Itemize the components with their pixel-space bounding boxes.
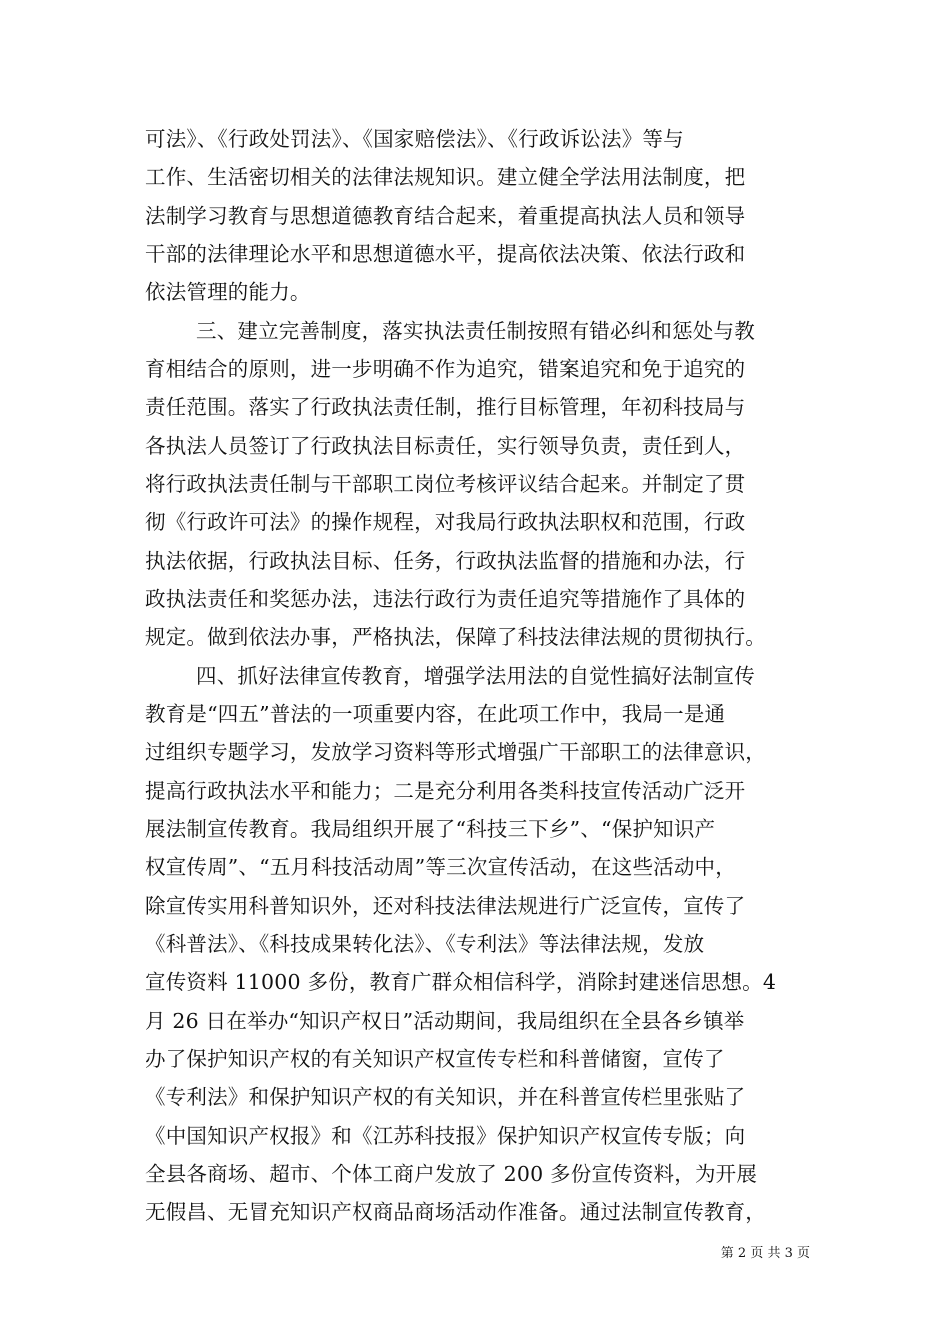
text-line: 全县各商场、超市、个体工商户发放了 200 多份宣传资料，为开展	[145, 1162, 758, 1186]
paragraph-start-line: 四、抓好法律宣传教育，增强学法用法的自觉性搞好法制宣传	[196, 664, 755, 688]
text-line: 提高行政执法水平和能力；二是充分利用各类科技宣传活动广泛开	[145, 779, 746, 803]
text-line: 执法依据，行政执法目标、任务，行政执法监督的措施和办法，行	[145, 549, 746, 573]
text-line: 宣传资料 11000 多份，教育广群众相信科学，消除封建迷信思想。4	[145, 970, 777, 994]
text-line: 彻《行政许可法》的操作规程，对我局行政执法职权和范围，行政	[145, 510, 746, 534]
text-line: 教育是“四五”普法的一项重要内容，在此项工作中，我局一是通	[145, 702, 726, 726]
text-line: 责任范围。落实了行政执法责任制，推行目标管理，年初科技局与	[145, 395, 746, 419]
text-line: 依法管理的能力。	[145, 280, 311, 304]
text-line: 育相结合的原则，进一步明确不作为追究，错案追究和免于追究的	[145, 357, 746, 381]
text-line: 可法》、《行政处罚法》、《国家赔偿法》、《行政诉讼法》等与	[145, 127, 684, 151]
paragraph-start-line: 三、建立完善制度，落实执法责任制按照有错必纠和惩处与教	[196, 319, 755, 343]
text-line: 除宣传实用科普知识外，还对科技法律法规进行广泛宣传，宣传了	[145, 894, 746, 918]
page-number-footer: 第 2 页 共 3 页	[720, 1246, 810, 1261]
text-line: 将行政执法责任制与干部职工岗位考核评议结合起来。并制定了贯	[145, 472, 746, 496]
text-line: 月 26 日在举办“知识产权日”活动期间，我局组织在全县各乡镇举	[145, 1009, 745, 1033]
text-line: 《中国知识产权报》和《江苏科技报》保护知识产权宣传专版；向	[145, 1124, 746, 1148]
text-line: 各执法人员签订了行政执法目标责任，实行领导负责，责任到人，	[145, 434, 746, 458]
text-line: 无假昌、无冒充知识产权商品商场活动作准备。通过法制宣传教育，	[145, 1200, 766, 1224]
text-line: 展法制宣传教育。我局组织开展了“科技三下乡”、“保护知识产	[145, 817, 716, 841]
text-line: 工作、生活密切相关的法律法规知识。建立健全学法用法制度，把	[145, 165, 746, 189]
text-line: 法制学习教育与思想道德教育结合起来，着重提高执法人员和领导	[145, 204, 746, 228]
text-line: 《科普法》、《科技成果转化法》、《专利法》等法律法规，发放	[145, 932, 705, 956]
text-line: 办了保护知识产权的有关知识产权宣传专栏和科普储窗，宣传了	[145, 1047, 725, 1071]
text-line: 干部的法律理论水平和思想道德水平，提高依法决策、依法行政和	[145, 242, 746, 266]
text-line: 规定。做到依法办事，严格执法，保障了科技法律法规的贯彻执行。	[145, 625, 766, 649]
text-line: 过组织专题学习，发放学习资料等形式增强广干部职工的法律意识，	[145, 740, 766, 764]
text-line: 《专利法》和保护知识产权的有关知识，并在科普宣传栏里张贴了	[145, 1085, 746, 1109]
text-line: 政执法责任和奖惩办法，违法行政行为责任追究等措施作了具体的	[145, 587, 746, 611]
text-line: 权宣传周”、“五月科技活动周”等三次宣传活动，在这些活动中，	[145, 855, 736, 879]
